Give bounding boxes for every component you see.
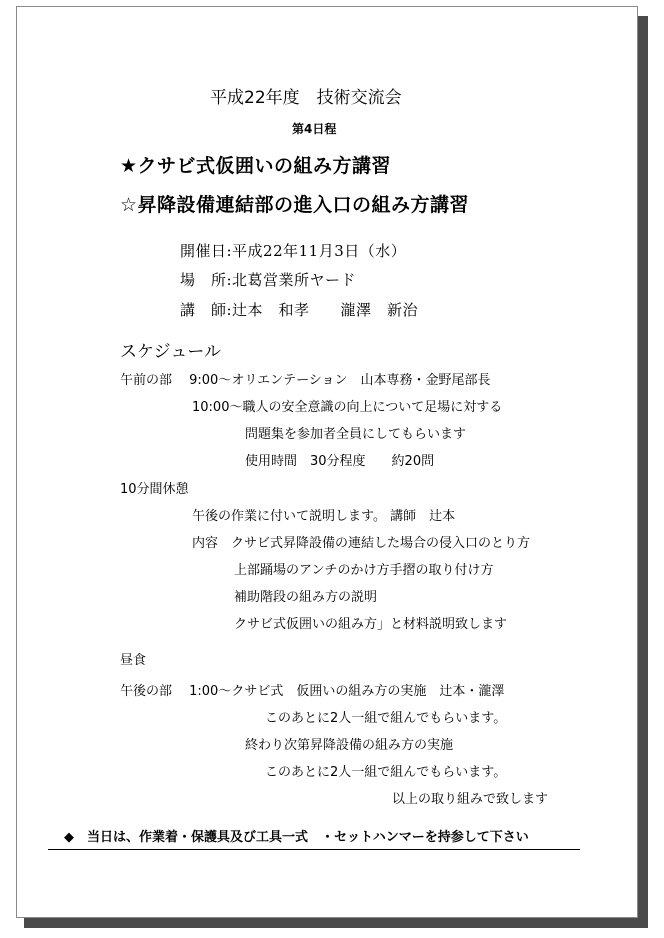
schedule-line: 午後の部 1:00～クサビ式 仮囲いの組み方の実施 辻本・瀧澤 — [120, 684, 505, 699]
schedule-line: 午後の作業に付いて説明します。 講師 辻本 — [192, 509, 456, 524]
info-date: 開催日:平成22年11月3日（水） — [180, 242, 407, 260]
heading-stair-training: ☆昇降設備連結部の進入口の組み方講習 — [120, 194, 470, 216]
schedule-title: スケジュール — [120, 342, 221, 362]
schedule-line: 内容 クサビ式昇降設備の連結した場合の侵入口のとり方 — [192, 536, 531, 551]
schedule-line: 問題集を参加者全員にしてもらいます — [245, 427, 467, 442]
schedule-line: 午前の部 9:00～オリエンテーション 山本専務・金野尾部長 — [120, 373, 491, 388]
schedule-line: 10:00～職人の安全意識の向上について足場に対する — [192, 400, 503, 415]
schedule-line: 上部踊場のアンチのかけ方手摺の取り付け方 — [234, 563, 494, 578]
info-instructor: 講 師:辻本 和孝 瀧澤 新治 — [180, 301, 419, 319]
document-title: 平成22年度 技術交流会 — [210, 88, 402, 108]
schedule-line: このあとに2人一組で組んでもらいます。 — [265, 765, 507, 780]
footer-underline — [48, 849, 580, 850]
info-place: 場 所:北葛営業所ヤード — [180, 271, 357, 289]
schedule-line: 使用時間 30分程度 約20問 — [245, 454, 435, 469]
schedule-line: 10分間休憩 — [120, 482, 189, 497]
schedule-line: 終わり次第昇降設備の組み方の実施 — [245, 738, 454, 753]
footer-note: ◆ 当日は、作業着・保護具及び工具一式 ・セットハンマーを持参して下さい — [64, 830, 529, 845]
schedule-line: 補助階段の組み方の説明 — [234, 590, 378, 605]
schedule-line: 昼食 — [120, 653, 147, 668]
schedule-line: 以上の取り組みで致します — [392, 792, 549, 807]
heading-scaffold-training: ★クサビ式仮囲いの組み方講習 — [120, 155, 392, 177]
schedule-line: このあとに2人一組で組んでもらいます。 — [265, 711, 507, 726]
schedule-line: クサビ式仮囲いの組み方」と材料説明致します — [234, 617, 508, 632]
document-subtitle: 第4日程 — [292, 122, 337, 136]
